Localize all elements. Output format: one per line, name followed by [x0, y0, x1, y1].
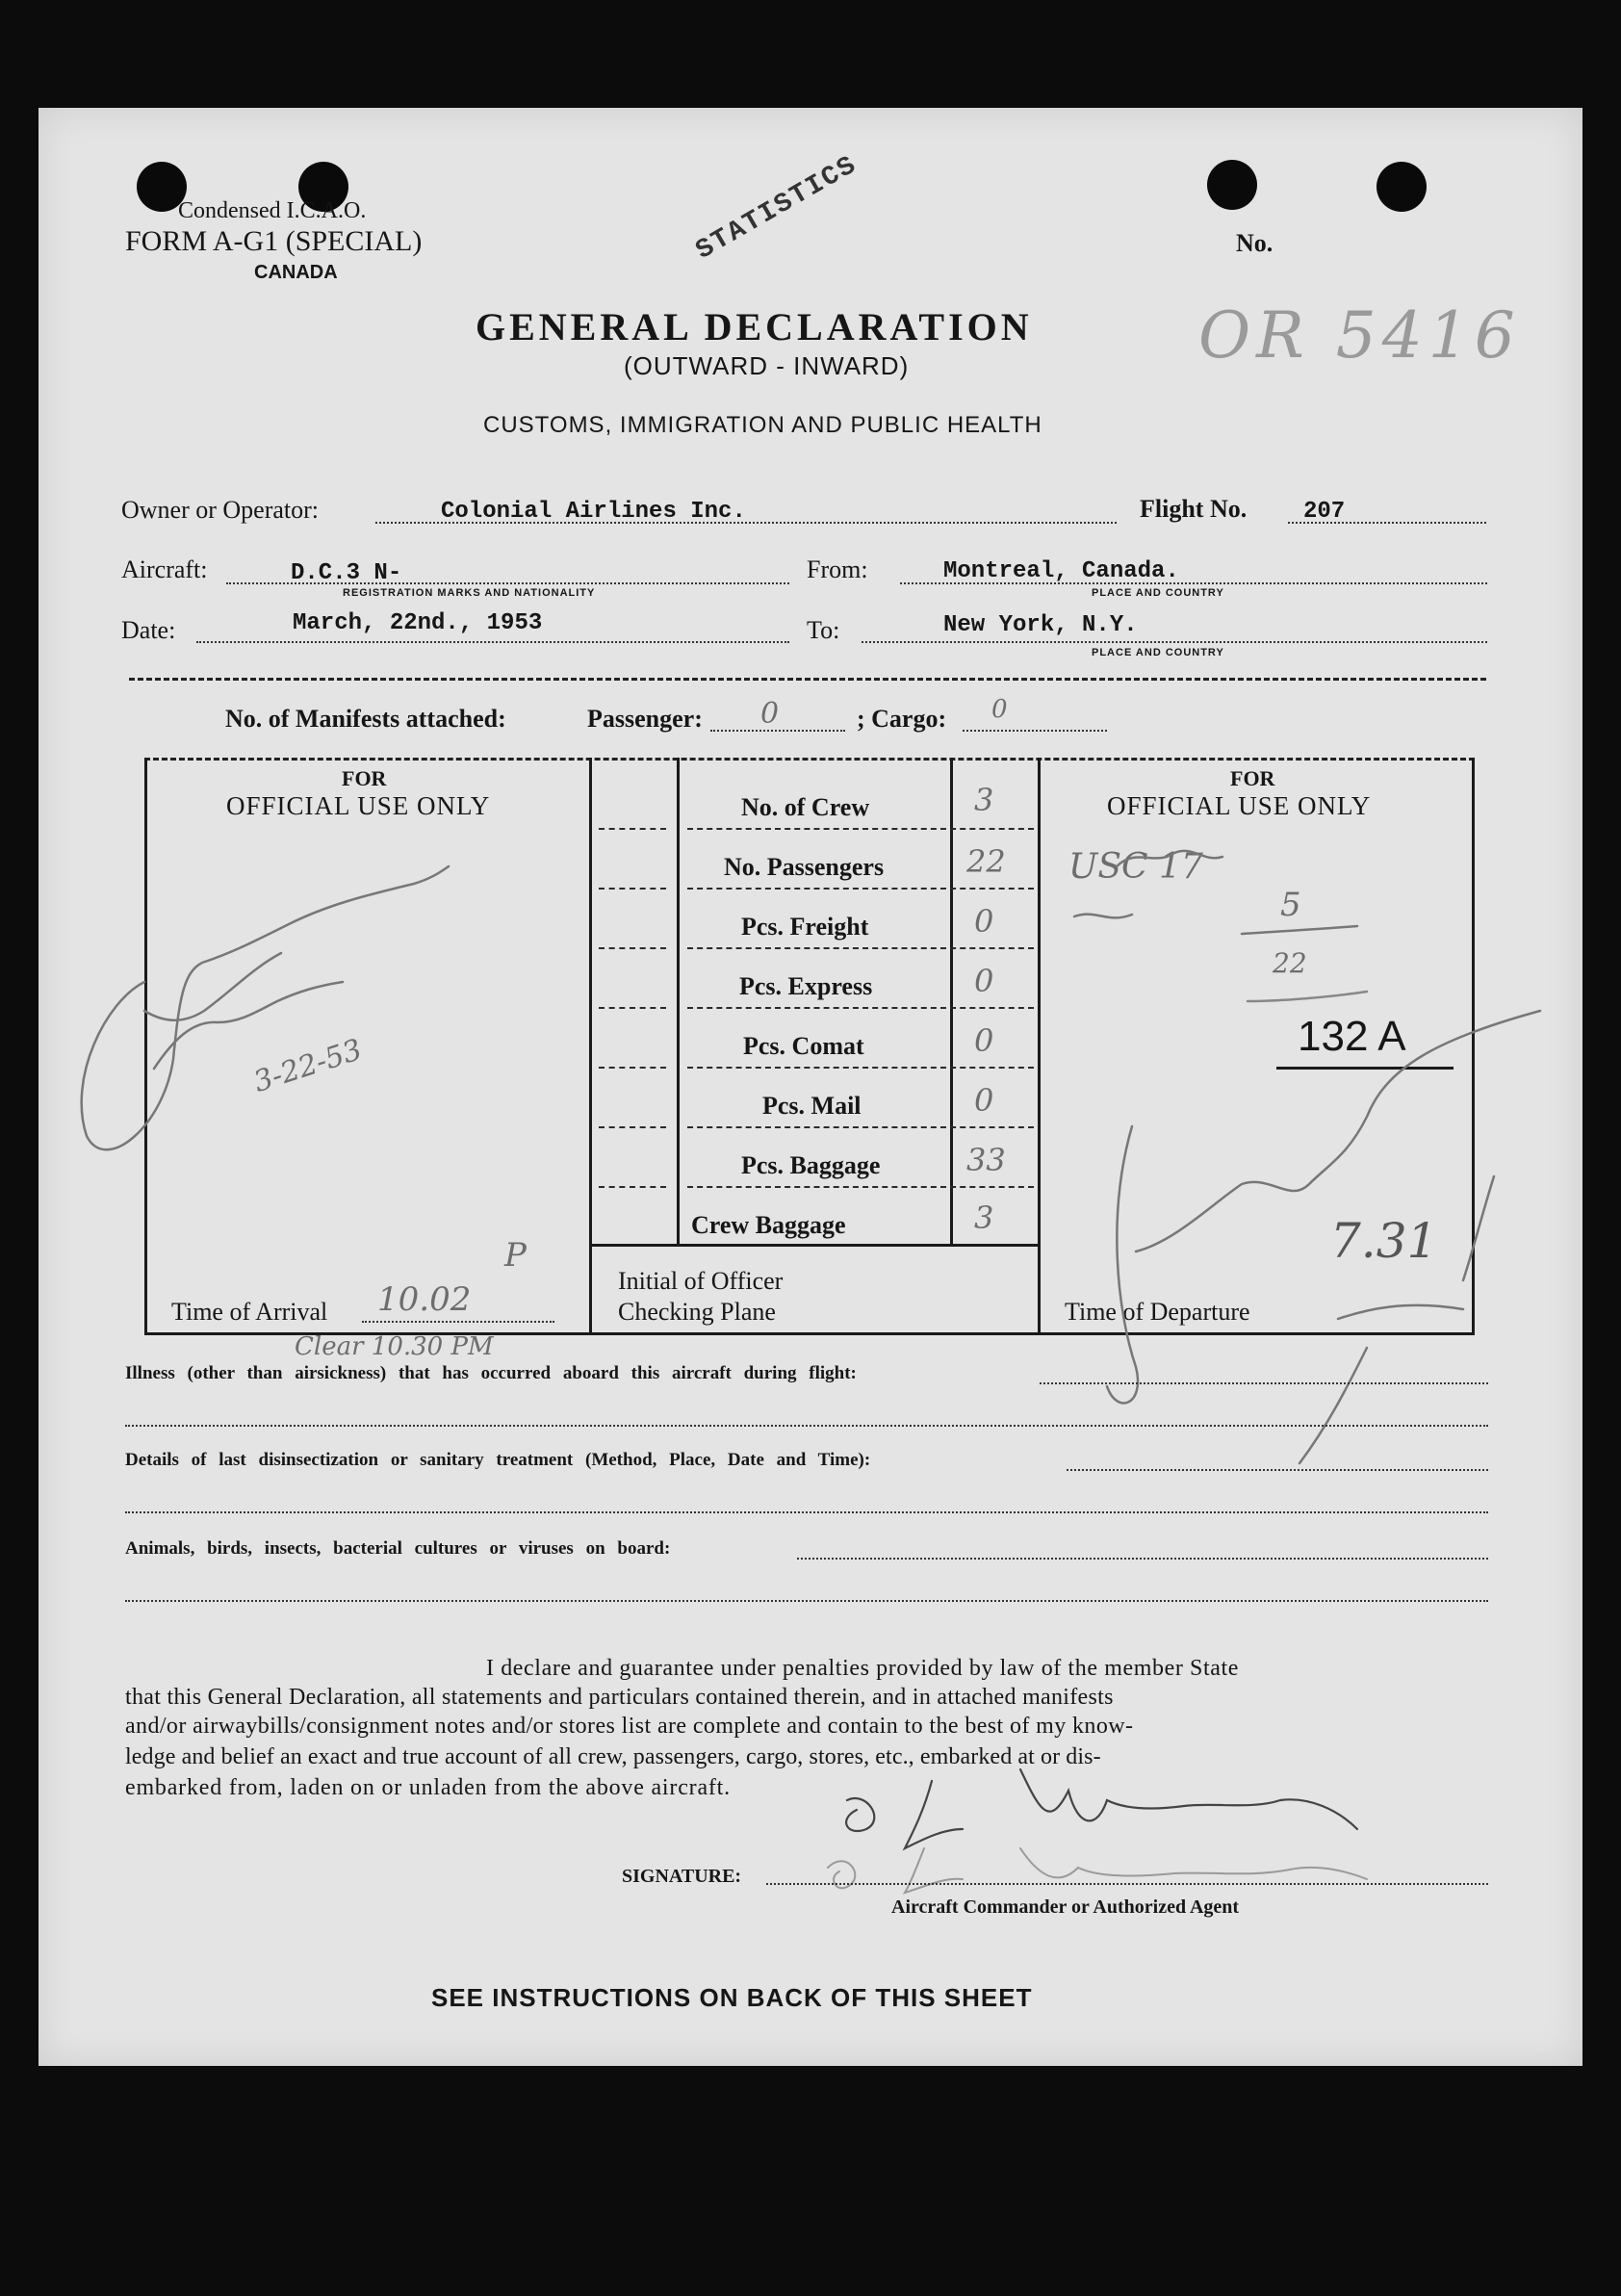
signature-line	[766, 1883, 1488, 1885]
row-label: Pcs. Baggage	[741, 1151, 881, 1179]
manifests-label: No. of Manifests attached:	[225, 705, 506, 733]
row-value[interactable]: 22	[966, 843, 1006, 880]
declaration-line-1: I declare and guarantee under penalties provided by law of the member State	[486, 1656, 1240, 1681]
disinsectization-line-1	[1067, 1469, 1488, 1471]
title-dept: CUSTOMS, IMMIGRATION AND PUBLIC HEALTH	[483, 412, 1042, 438]
owner-value[interactable]: Colonial Airlines Inc.	[441, 499, 746, 525]
signature-label: SIGNATURE:	[622, 1866, 742, 1887]
row-value[interactable]: 0	[974, 903, 994, 940]
row-label: Crew Baggage	[691, 1211, 846, 1239]
declaration-line-5: embarked from, laden on or unladen from the above aircraft.	[125, 1775, 731, 1800]
declaration-line-2: that this General Declaration, all statements and particulars contained therein, and in attached manifests	[125, 1685, 1114, 1710]
from-value[interactable]: Montreal, Canada.	[943, 558, 1179, 584]
handwritten-form-number: OR 5416	[1198, 298, 1521, 373]
manifests-cargo-value[interactable]: 0	[991, 695, 1008, 724]
from-label: From:	[807, 555, 868, 583]
initial-officer-label-1: Initial of Officer	[618, 1267, 784, 1295]
illness-label: Illness (other than airsickness) that has occurred aboard this aircraft during flight:	[125, 1363, 857, 1383]
owner-label: Owner or Operator:	[121, 496, 320, 524]
statistics-stamp: STATISTICS	[691, 149, 863, 267]
animals-label: Animals, birds, insects, bacterial cultures or viruses on board:	[125, 1538, 671, 1559]
row-label: Pcs. Comat	[743, 1032, 864, 1060]
right-handwritten-note-1: USC 17	[1068, 847, 1203, 887]
right-handwritten-note-2: 5	[1280, 886, 1301, 924]
illness-line-1	[1040, 1382, 1488, 1384]
right-official-header-2: OFFICIAL USE ONLY	[1107, 791, 1372, 820]
row-value[interactable]: 3	[974, 1200, 994, 1236]
declaration-line-4: ledge and belief an exact and true account of all crew, passengers, cargo, stores, etc., embarked at or dis-	[125, 1744, 1101, 1769]
initial-officer-label-2: Checking Plane	[618, 1298, 776, 1326]
flight-no-label: Flight No.	[1140, 495, 1248, 523]
title-sub: (OUTWARD - INWARD)	[624, 351, 910, 380]
left-official-header-1: FOR	[342, 766, 387, 790]
animals-line-2	[125, 1600, 1488, 1602]
flight-no-value[interactable]: 207	[1303, 499, 1346, 525]
left-official-header-2: OFFICIAL USE ONLY	[226, 791, 491, 820]
disinsectization-label: Details of last disinsectization or sanitary treatment (Method, Place, Date and Time):	[125, 1450, 871, 1470]
aircraft-label: Aircraft:	[121, 555, 208, 583]
aircraft-value[interactable]: D.C.3 N-	[291, 560, 402, 586]
row-value[interactable]: 3	[974, 782, 994, 818]
row-value[interactable]: 0	[974, 963, 994, 999]
condensed-label: Condensed I.C.A.O.	[178, 198, 367, 223]
to-caption: PLACE AND COUNTRY	[1092, 647, 1224, 658]
from-caption: PLACE AND COUNTRY	[1092, 587, 1224, 599]
time-of-arrival-p: P	[504, 1236, 527, 1275]
row-label: Pcs. Express	[739, 972, 873, 1000]
form-name: FORM A-G1 (SPECIAL)	[125, 225, 423, 257]
row-label: No. of Crew	[741, 793, 870, 821]
to-label: To:	[807, 616, 840, 644]
time-of-arrival-label: Time of Arrival	[171, 1298, 328, 1326]
country-label: CANADA	[254, 262, 338, 283]
signature-caption: Aircraft Commander or Authorized Agent	[891, 1896, 1240, 1918]
animals-line-1	[797, 1558, 1488, 1560]
time-of-arrival-value[interactable]: 10.02	[377, 1280, 472, 1319]
row-label: Pcs. Freight	[741, 913, 869, 941]
declaration-line-3: and/or airwaybills/consignment notes and/or stores list are complete and contain to the best of my know-	[125, 1714, 1134, 1739]
date-value[interactable]: March, 22nd., 1953	[293, 610, 543, 636]
row-value[interactable]: 0	[974, 1082, 994, 1119]
manifests-passenger-value[interactable]: 0	[760, 697, 780, 731]
title-main: GENERAL DECLARATION	[476, 305, 1033, 348]
date-label: Date:	[121, 616, 176, 644]
left-handwritten-note: 3-22-53	[249, 1032, 367, 1100]
time-of-departure-value[interactable]: 7.31	[1330, 1213, 1438, 1269]
row-value[interactable]: 33	[966, 1142, 1006, 1178]
right-handwritten-note-3: 22	[1273, 947, 1307, 979]
instructions-footer: SEE INSTRUCTIONS ON BACK OF THIS SHEET	[431, 1983, 1033, 2012]
manifests-cargo-label: ; Cargo:	[857, 705, 947, 733]
registration-caption: REGISTRATION MARKS AND NATIONALITY	[343, 587, 596, 599]
disinsectization-line-2	[125, 1511, 1488, 1513]
row-label: Pcs. Mail	[762, 1092, 862, 1120]
row-label: No. Passengers	[724, 853, 885, 881]
manifests-passenger-label: Passenger:	[587, 705, 703, 733]
clear-handwritten-note: Clear 10.30 PM	[295, 1332, 494, 1361]
right-official-header-1: FOR	[1230, 766, 1275, 790]
form-no-label: No.	[1236, 229, 1274, 257]
to-value[interactable]: New York, N.Y.	[943, 612, 1138, 638]
row-value[interactable]: 0	[974, 1022, 994, 1059]
illness-line-2	[125, 1425, 1488, 1427]
ref-number: 132 A	[1298, 1013, 1406, 1060]
time-of-departure-label: Time of Departure	[1065, 1298, 1250, 1326]
